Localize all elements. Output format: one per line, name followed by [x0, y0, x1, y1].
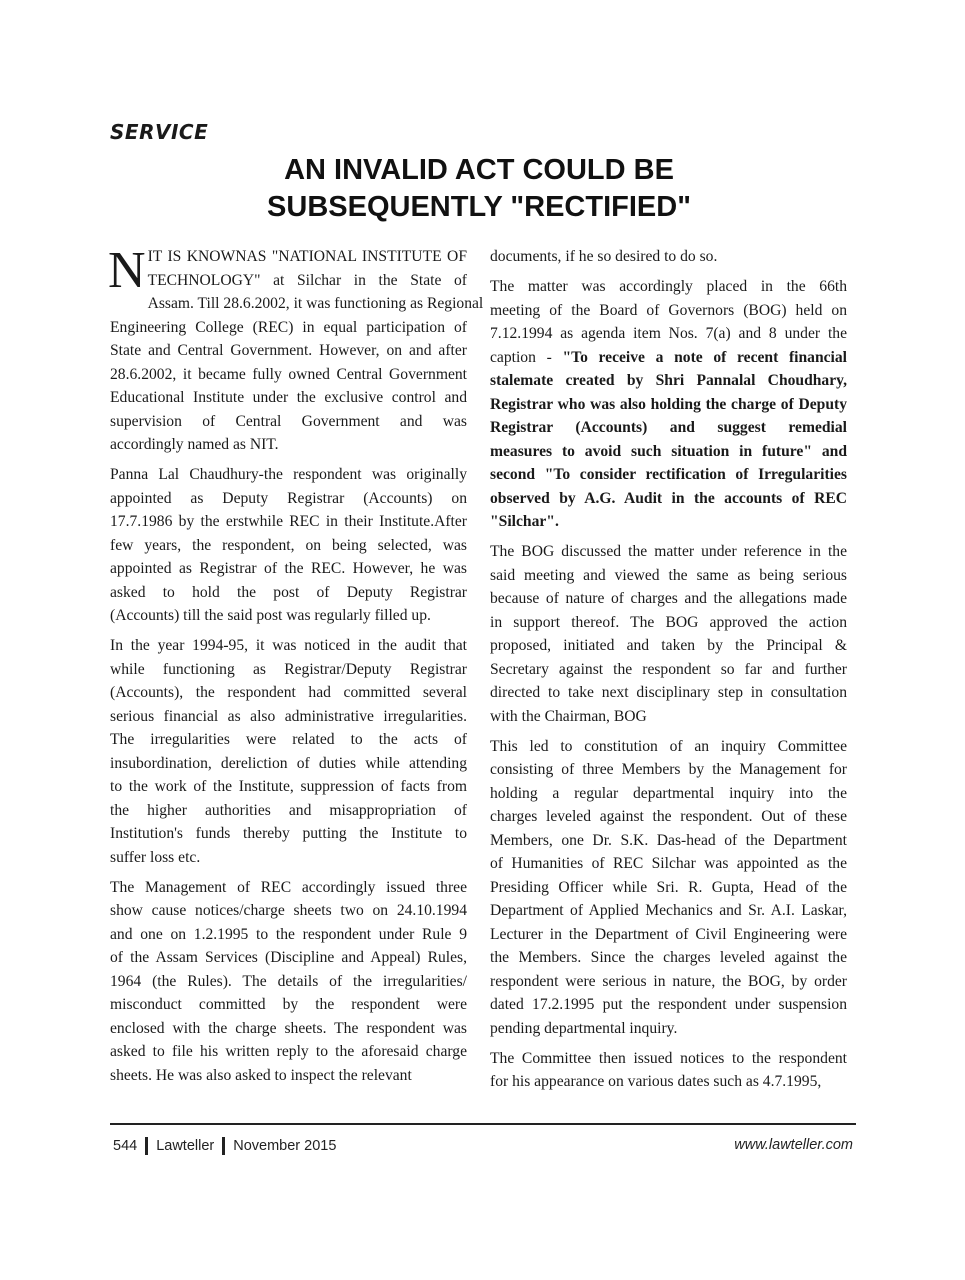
- text: directed to take next disciplinary step in consultation: [490, 684, 847, 701]
- text: documents, if he so desired to do so.: [490, 248, 718, 265]
- bold-text: second "To consider rectification of Irregularities: [490, 466, 847, 483]
- text-line: [490, 322, 847, 346]
- bold-text: Registrar (Accounts) and suggest remedial: [490, 419, 847, 436]
- text-line: [110, 510, 467, 534]
- text-line: [110, 728, 467, 752]
- text: caption -: [490, 348, 563, 366]
- text: This led to constitution of an inquiry Committee: [490, 737, 847, 755]
- paragraph: [490, 245, 847, 269]
- text-line: [490, 245, 847, 269]
- magazine-name: Lawteller: [156, 1138, 215, 1154]
- text: show cause notices/charge sheets two on 24.10.1994: [110, 902, 467, 919]
- text-line: [110, 581, 467, 605]
- drop-cap: N: [108, 242, 146, 299]
- text: Lecturer in the Department of Civil Engineering were: [490, 925, 847, 943]
- text: Panna Lal Chaudhury-the respondent was originally: [110, 466, 467, 483]
- text-line: [110, 775, 467, 799]
- text: Institution's funds thereby putting the Institute to: [110, 825, 467, 842]
- text: (Accounts) till the said post was regularly filled up.: [110, 607, 431, 624]
- paragraph: [490, 1047, 847, 1094]
- text: The irregularities were related to the acts of: [110, 731, 467, 748]
- paragraph: [110, 463, 467, 628]
- website-link[interactable]: www.lawteller.com: [734, 1137, 853, 1153]
- right-column: [490, 245, 847, 1100]
- text-line: [110, 269, 467, 293]
- text: with the Chairman, BOG: [490, 707, 647, 725]
- text-line: [110, 386, 467, 410]
- section-label: SERVICE: [110, 120, 209, 144]
- text-line: [490, 634, 847, 658]
- text-line: [490, 1047, 847, 1071]
- text: few years, the respondent, on being selected, was: [110, 536, 467, 554]
- text-line: [490, 946, 847, 970]
- text: TECHNOLOGY" at Silchar in the State of: [147, 271, 467, 289]
- text: respondent were serious in nature, the BOG, by order: [490, 972, 847, 990]
- text: while functioning as Registrar/Deputy Registrar: [110, 660, 467, 678]
- text: consisting of three Members by the Management for: [490, 761, 847, 778]
- text-line: [110, 433, 467, 457]
- bold-text: stalemate created by Shri Pannalal Choudhary,: [490, 372, 847, 389]
- text: suffer loss etc.: [110, 848, 201, 866]
- text: and one on 1.2.1995 to the respondent under Rule 9: [110, 925, 467, 943]
- text-line: [110, 799, 467, 823]
- text: Assam. Till 28.6.2002, it was functioning as Regional: [147, 295, 484, 312]
- text: enclosed with the charge sheets. The respondent was: [110, 1019, 467, 1037]
- text: meeting of the Board of Governors (BOG) held on: [490, 301, 847, 319]
- text-line: [490, 705, 847, 729]
- text-line: [490, 299, 847, 323]
- paragraph: [490, 540, 847, 728]
- text-line: [110, 363, 467, 387]
- text-line: [490, 587, 847, 611]
- text-line: [490, 1017, 847, 1041]
- text-line: [110, 923, 467, 947]
- text: insubordination, dereliction of duties while attending: [110, 754, 467, 772]
- text-line: [490, 540, 847, 564]
- text: 28.6.2002, it became fully owned Central Government: [110, 365, 467, 383]
- text-line: [490, 681, 847, 705]
- text-line: [490, 970, 847, 994]
- text: said meeting and viewed the same as being serious: [490, 566, 847, 584]
- text: Secretary against the respondent so far and further: [490, 660, 847, 678]
- text: proposed, initiated and taken by the Principal &: [490, 637, 847, 654]
- text-line: [490, 923, 847, 947]
- text: pending departmental inquiry.: [490, 1019, 678, 1037]
- paragraph: [490, 735, 847, 1041]
- text: misconduct committed by the respondent were: [110, 996, 467, 1013]
- text-line: [110, 681, 467, 705]
- text-line: [110, 705, 467, 729]
- text: Department of Applied Mechanics and Sr. A.I. Laskar,: [490, 902, 847, 919]
- text: serious financial as also administrative irregularities.: [110, 707, 467, 725]
- text: the Members. Since the charges leveled against the: [490, 949, 847, 966]
- paragraph: [110, 634, 467, 869]
- text-line: [110, 658, 467, 682]
- text-line: [490, 993, 847, 1017]
- paragraph: [490, 275, 847, 534]
- text-line: [490, 758, 847, 782]
- bold-text: "To receive a note of recent financial: [562, 348, 847, 366]
- text: appointed as Deputy Registrar (Accounts) on: [110, 489, 467, 507]
- separator: [222, 1137, 225, 1155]
- paragraph: [110, 876, 467, 1088]
- text-line: [110, 339, 467, 363]
- footer-divider: [110, 1123, 856, 1125]
- text: sheets. He was also asked to inspect the relevant: [110, 1066, 412, 1084]
- text-line: [110, 604, 467, 628]
- text-line: [110, 316, 467, 340]
- text: dated 17.2.1995 put the respondent under suspension: [490, 996, 847, 1013]
- text: accordingly named as NIT.: [110, 436, 279, 453]
- text: Engineering College (REC) in equal participation of: [110, 318, 467, 336]
- text: The matter was accordingly placed in the 66th: [490, 278, 847, 295]
- text: 1964 (the Rules). The details of the irregularities/: [110, 972, 467, 990]
- separator: [145, 1137, 148, 1155]
- text-line: [490, 852, 847, 876]
- text: of the Assam Services (Discipline and Appeal) Rules,: [110, 949, 467, 966]
- text-line: [110, 1017, 467, 1041]
- text-line: [110, 463, 467, 487]
- text-line: [490, 735, 847, 759]
- text-line: [110, 534, 467, 558]
- bold-text: Registrar who was also holding the charge of Deputy: [490, 395, 847, 413]
- text-line: [490, 393, 847, 417]
- text-line: [110, 557, 467, 581]
- text-line: [490, 899, 847, 923]
- text-line: [110, 993, 467, 1017]
- text: to the work of the Institute, suppression of facts from: [110, 778, 467, 795]
- text-line: [490, 876, 847, 900]
- text: In the year 1994-95, it was noticed in the audit that: [110, 637, 467, 654]
- text-line: [110, 846, 467, 870]
- text-line: [110, 822, 467, 846]
- bold-text: observed by A.G. Audit in the accounts of REC: [490, 489, 847, 507]
- text: 7.12.1994 as agenda item Nos. 7(a) and 8 under the: [490, 325, 847, 342]
- text: IT IS KNOWNAS "NATIONAL INSTITUTE OF: [147, 248, 467, 265]
- text-line: [110, 970, 467, 994]
- page-number: 544: [113, 1138, 138, 1154]
- text-line: [490, 487, 847, 511]
- text-line: [490, 416, 847, 440]
- text-line: [110, 1064, 467, 1088]
- text-line: [110, 876, 467, 900]
- text: in support thereof. The BOG approved the action: [490, 613, 847, 631]
- issue-date: November 2015: [233, 1138, 337, 1154]
- text-line: [110, 899, 467, 923]
- text: because of nature of charges and the allegations made: [490, 590, 847, 607]
- left-column: [108, 242, 484, 1094]
- text-line: [110, 245, 467, 269]
- bold-text: measures to avoid such situation in future" and: [490, 442, 847, 460]
- text: 17.7.1986 by the erstwhile REC in their Institute.After: [110, 513, 467, 530]
- article-title: [110, 152, 848, 226]
- text-line: [490, 346, 847, 370]
- text: the higher authorities and misappropriation of: [110, 801, 467, 819]
- text: The BOG discussed the matter under reference in the: [490, 543, 847, 560]
- text: holding a regular departmental inquiry into the: [490, 784, 847, 802]
- text: State and Central Government. However, on and after: [110, 342, 467, 359]
- text: appointed as Registrar of the REC. However, he was: [110, 560, 467, 577]
- text: Educational Institute under the exclusive control and: [110, 389, 467, 406]
- text: supervision of Central Government and was: [110, 412, 467, 430]
- text-line: [490, 275, 847, 299]
- text-line: [490, 510, 847, 534]
- text-line: [490, 829, 847, 853]
- text-line: [110, 292, 484, 316]
- footer-left: [113, 1137, 336, 1155]
- text: asked to hold the post of Deputy Registrar: [110, 583, 467, 601]
- text: for his appearance on various dates such as 4.7.1995,: [490, 1073, 822, 1090]
- text: The Committee then issued notices to the respondent: [490, 1049, 847, 1067]
- text-line: [110, 1040, 467, 1064]
- text: Presiding Officer while Sri. R. Gupta, Head of the: [490, 878, 847, 896]
- text-line: [490, 564, 847, 588]
- text-line: [490, 658, 847, 682]
- text: of Humanities of REC Silchar was appointed as the: [490, 855, 847, 872]
- text-line: [110, 634, 467, 658]
- title-line: AN INVALID ACT COULD BE: [284, 154, 674, 186]
- text-line: [490, 805, 847, 829]
- bold-text: "Silchar".: [490, 513, 559, 530]
- text-line: [110, 487, 467, 511]
- text: Members, one Dr. S.K. Das-head of the Department: [490, 831, 847, 849]
- text: (Accounts), the respondent had committed several: [110, 684, 467, 701]
- text-line: [110, 752, 467, 776]
- text: charges leveled against the respondent. Out of these: [490, 808, 847, 825]
- text-line: [490, 440, 847, 464]
- title-line: SUBSEQUENTLY "RECTIFIED": [267, 191, 691, 223]
- text-line: [110, 410, 467, 434]
- paragraph: [108, 242, 484, 457]
- text-line: [490, 1070, 847, 1094]
- text: asked to file his written reply to the aforesaid charge: [110, 1043, 467, 1060]
- text-line: [110, 946, 467, 970]
- text-line: [490, 369, 847, 393]
- text-line: [490, 463, 847, 487]
- text-line: [490, 611, 847, 635]
- text-line: [490, 782, 847, 806]
- text: The Management of REC accordingly issued three: [110, 878, 467, 896]
